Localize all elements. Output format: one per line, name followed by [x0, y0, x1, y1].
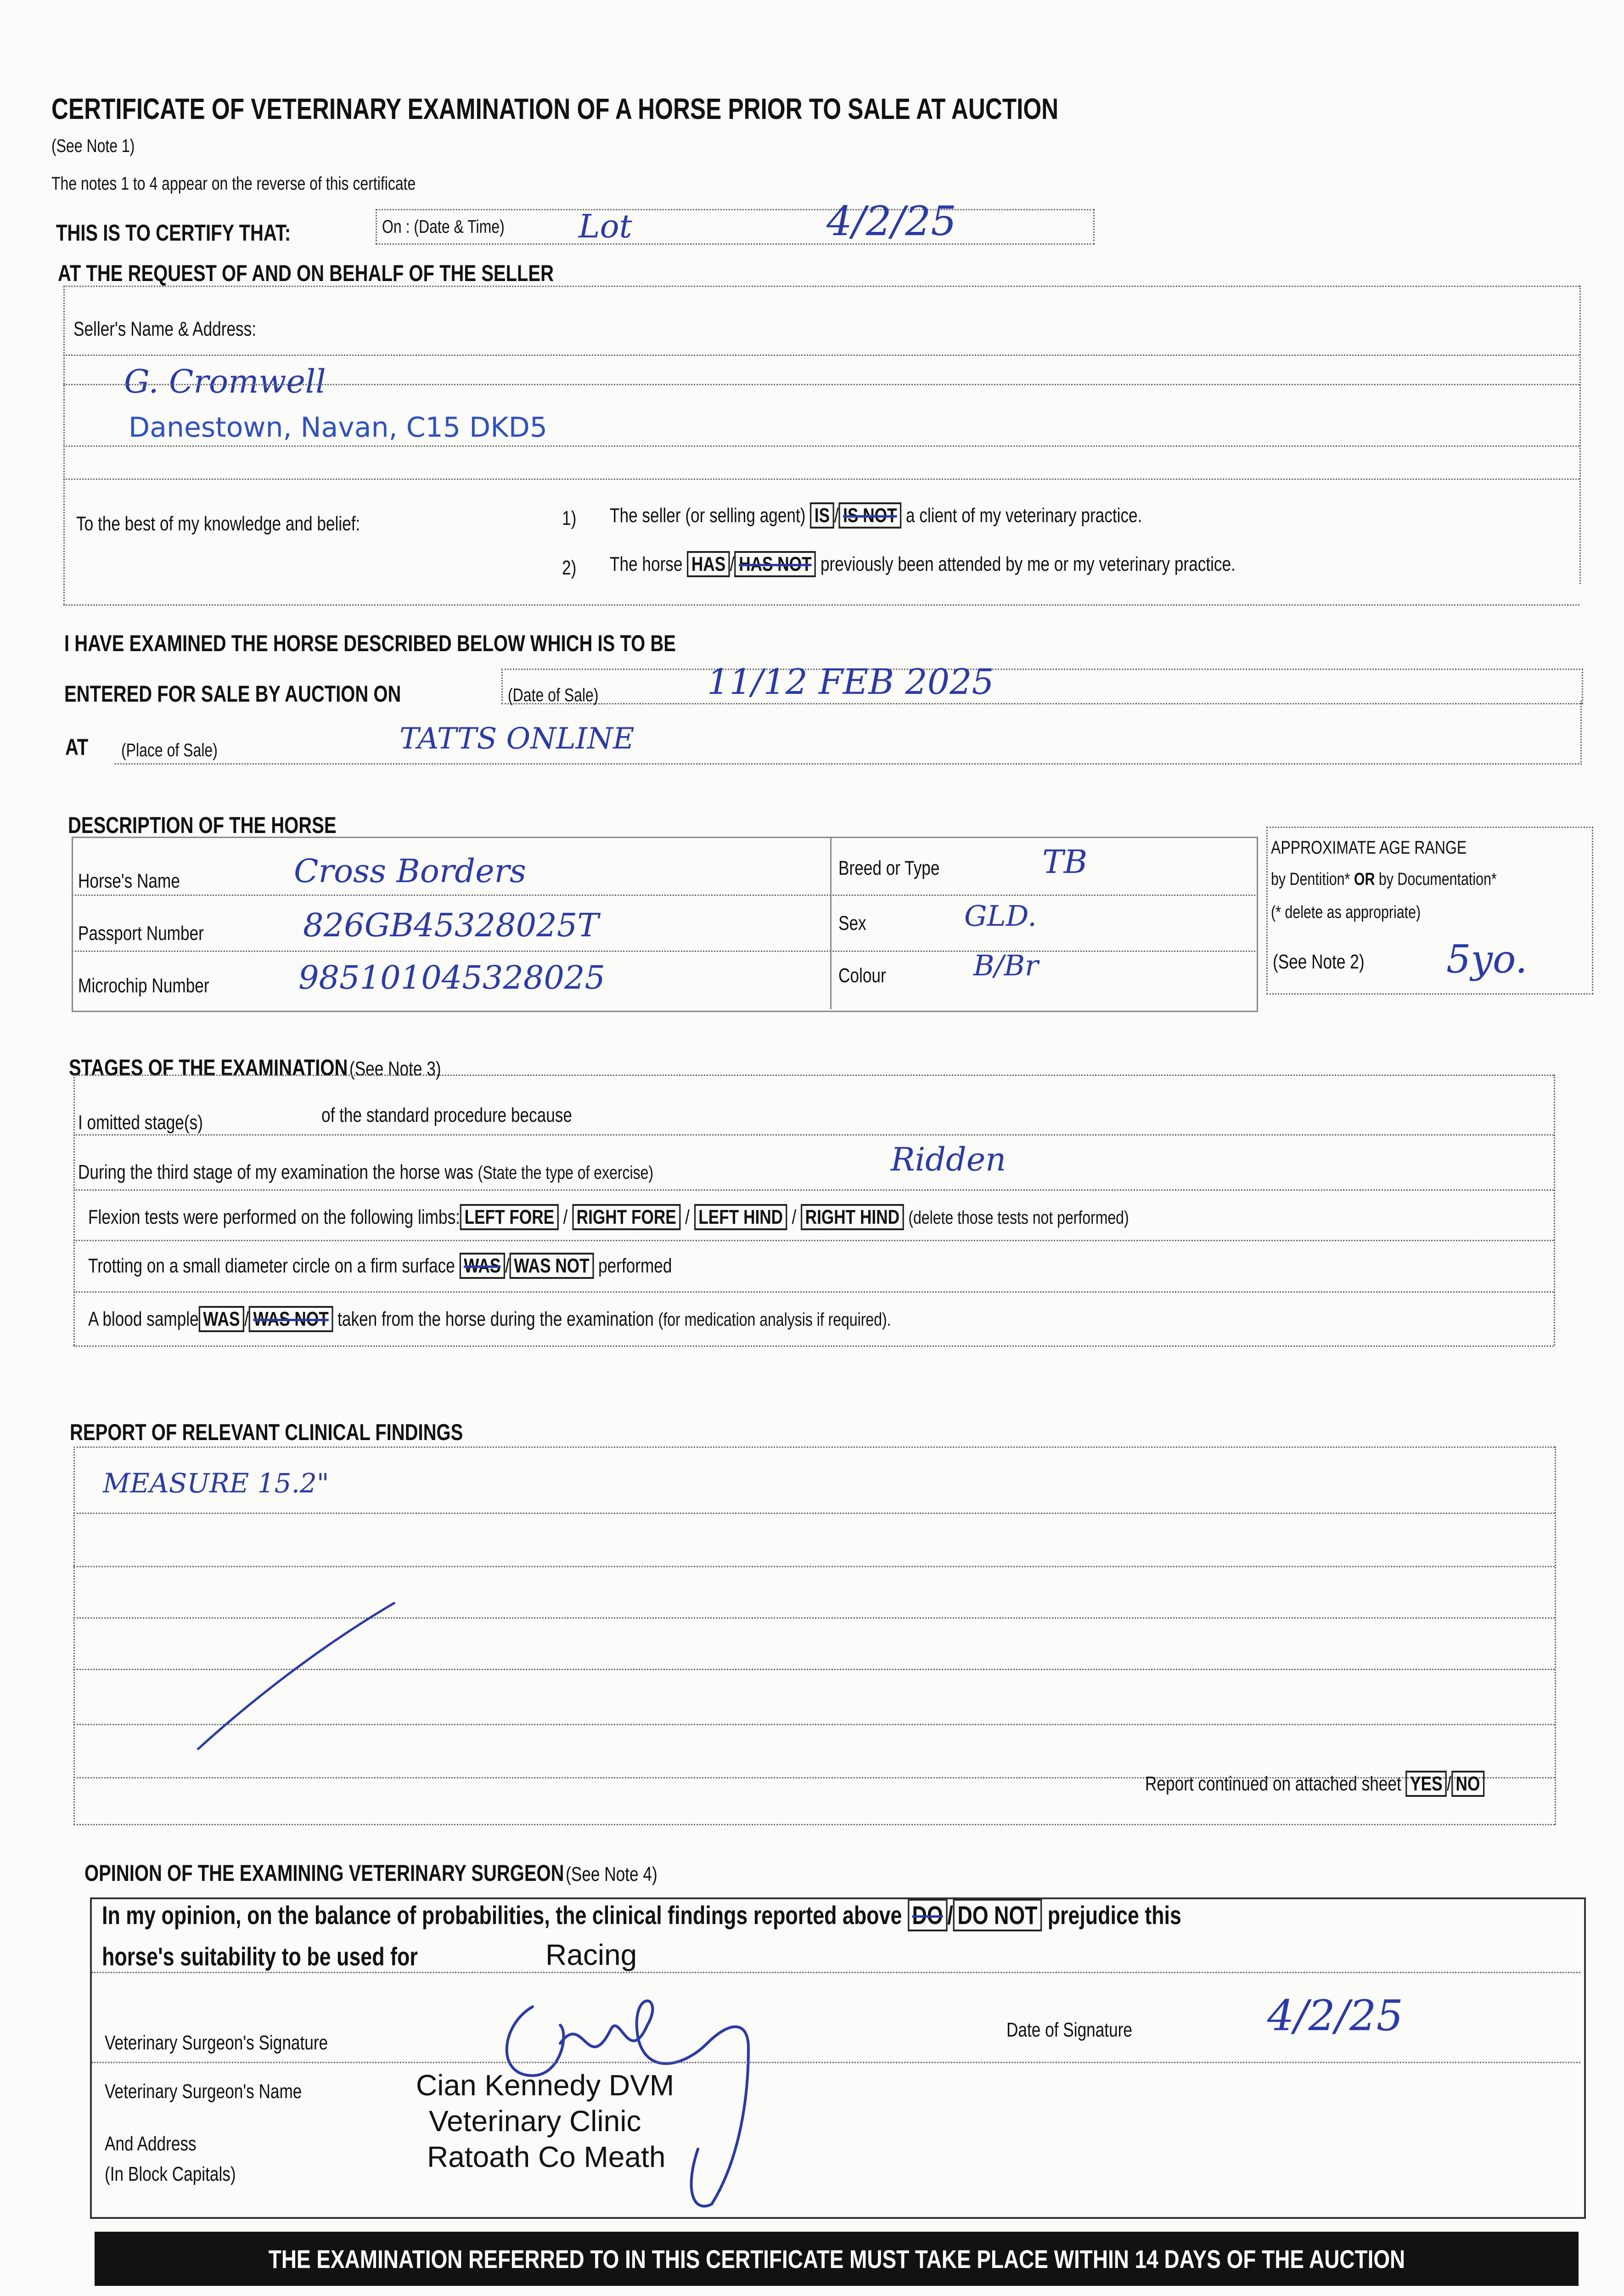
sex-label: Sex [838, 912, 866, 934]
see-note-4: (See Note 4) [566, 1863, 657, 1885]
opinion-do-not-option[interactable]: DO NOT [953, 1899, 1042, 1931]
blood-hint: (for medication analysis if required). [658, 1310, 891, 1330]
flexion-line [88, 1206, 1129, 1229]
passport-value[interactable]: 826GB45328025T [303, 906, 599, 944]
stages-section-title: STAGES OF THE EXAMINATION [69, 1055, 348, 1080]
opinion-do-option[interactable]: DO [908, 1899, 947, 1931]
item1-separator: / [834, 504, 839, 527]
seller-name-value[interactable]: G. Cromwell [124, 363, 326, 400]
seller-name-address-label: Seller's Name & Address: [73, 318, 256, 340]
item1-post: a client of my veterinary practice. [905, 504, 1142, 527]
colour-value[interactable]: B/Br [973, 949, 1039, 982]
certify-label: THIS IS TO CERTIFY THAT: [56, 220, 291, 246]
item2-num: 2) [562, 557, 577, 579]
omitted-label: I omitted stage(s) [78, 1111, 203, 1134]
findings-line-1[interactable]: MEASURE 15.2" [103, 1468, 329, 1499]
flexion-right-hind[interactable]: RIGHT HIND [801, 1204, 904, 1230]
item2-has-option[interactable]: HAS [687, 551, 730, 577]
continued-label: Report continued on attached sheet [1145, 1773, 1401, 1795]
block-capitals-label: (In Block Capitals) [105, 2163, 236, 2185]
age-delete-hint: (* delete as appropriate) [1271, 903, 1421, 922]
third-stage-value[interactable]: Ridden [891, 1141, 1006, 1178]
sale-line-2: ENTERED FOR SALE BY AUCTION ON [64, 681, 401, 707]
passport-label: Passport Number [78, 922, 204, 945]
vet-clinic-value[interactable]: Veterinary Clinic [429, 2105, 641, 2138]
third-stage-label: During the third stage of my examination the horse was [78, 1161, 473, 1183]
microchip-value[interactable]: 985101045328025 [298, 959, 606, 996]
place-of-sale-value: TATTS ONLINE [399, 722, 635, 756]
item1-is-option[interactable]: IS [810, 502, 834, 529]
on-date-value: 4/2/25 [826, 197, 957, 245]
horse-name-value[interactable]: Cross Borders [294, 852, 526, 890]
blood-post: taken from the horse during the examination [337, 1308, 654, 1330]
age-or: OR [1354, 870, 1375, 889]
flexion-sep-1: / [563, 1206, 568, 1228]
item1-line [610, 504, 1142, 527]
date-signature-value[interactable]: 4/2/25 [1267, 1991, 1404, 2040]
continued-line [1145, 1773, 1484, 1795]
blood-sep: / [244, 1308, 249, 1330]
item1-num: 1) [562, 507, 577, 529]
flexion-left-hind[interactable]: LEFT HIND [694, 1204, 787, 1230]
date-of-sale-label: (Date of Sale) [508, 685, 599, 705]
opinion-sep: / [947, 1901, 953, 1930]
footer-banner [95, 2232, 1579, 2286]
findings-strike-line [193, 1598, 404, 1754]
omitted-because: of the standard procedure because [321, 1104, 572, 1126]
item2-pre: The horse [610, 553, 683, 575]
see-note-3: (See Note 3) [349, 1058, 441, 1080]
age-title: APPROXIMATE AGE RANGE [1271, 838, 1467, 858]
place-of-sale-label: (Place of Sale) [121, 740, 218, 760]
flexion-sep-3: / [792, 1206, 797, 1228]
sex-value[interactable]: GLD. [964, 899, 1037, 933]
age-note-label: (See Note 2) [1273, 951, 1365, 973]
signature-label: Veterinary Surgeon's Signature [105, 2032, 328, 2054]
sale-line-1: I HAVE EXAMINED THE HORSE DESCRIBED BELOW WHICH IS TO BE [64, 630, 676, 656]
age-by-documentation[interactable]: by Documentation* [1378, 870, 1497, 889]
trot-was-option[interactable]: WAS [460, 1253, 505, 1279]
vet-name-value[interactable]: Cian Kennedy DVM [416, 2069, 674, 2102]
continued-no[interactable]: NO [1451, 1771, 1484, 1797]
trot-sep: / [505, 1255, 510, 1277]
blood-label: A blood sample [88, 1308, 199, 1330]
trot-line [88, 1255, 672, 1277]
date-of-sale-box[interactable] [501, 669, 1583, 704]
breed-label: Breed or Type [838, 857, 940, 879]
opinion-title-line [84, 1860, 657, 1886]
opinion-statement-pre: In my opinion, on the balance of probabilities, the clinical findings reported above [102, 1901, 902, 1930]
opinion-use-value[interactable]: Racing [545, 1938, 637, 1971]
flexion-label: Flexion tests were performed on the following limbs: [88, 1206, 460, 1228]
at-label: AT [65, 734, 89, 760]
trot-was-not-option[interactable]: WAS NOT [510, 1253, 594, 1279]
item1-is-not-option[interactable]: IS NOT [839, 502, 902, 529]
footer-text: THE EXAMINATION REFERRED TO IN THIS CERTIFICATE MUST TAKE PLACE WITHIN 14 DAYS OF THE AUCTION [268, 2244, 1405, 2273]
date-signature-label: Date of Signature [1006, 2019, 1132, 2041]
opinion-section-title: OPINION OF THE EXAMINING VETERINARY SURGEON [84, 1860, 564, 1886]
blood-was-option[interactable]: WAS [199, 1306, 244, 1332]
flexion-left-fore[interactable]: LEFT FORE [460, 1204, 559, 1230]
age-by-dentition[interactable]: by Dentition* [1271, 870, 1350, 889]
on-lot-value: Lot [579, 208, 632, 245]
horse-name-label: Horse's Name [78, 870, 180, 892]
age-value[interactable]: 5yo. [1446, 937, 1528, 982]
item2-separator: / [730, 553, 735, 575]
age-method-line [1271, 870, 1497, 889]
description-section-title: DESCRIPTION OF THE HORSE [68, 812, 337, 838]
item2-has-not-option[interactable]: HAS NOT [735, 551, 816, 577]
continued-yes[interactable]: YES [1406, 1771, 1447, 1797]
belief-label: To the best of my knowledge and belief: [76, 512, 360, 535]
breed-value[interactable]: TB [1042, 843, 1088, 881]
certificate-title: CERTIFICATE OF VETERINARY EXAMINATION OF A HORSE PRIOR TO SALE AT AUCTION [51, 92, 1059, 125]
flexion-hint: (delete those tests not performed) [908, 1208, 1129, 1228]
third-stage-line [78, 1161, 653, 1184]
seller-section-title: AT THE REQUEST OF AND ON BEHALF OF THE SELLER [58, 260, 554, 286]
flexion-right-fore[interactable]: RIGHT FORE [572, 1204, 680, 1230]
microchip-label: Microchip Number [78, 974, 209, 997]
seller-address-value[interactable]: Danestown, Navan, C15 DKD5 [129, 411, 547, 444]
flexion-sep-2: / [685, 1206, 690, 1228]
trot-post: performed [598, 1255, 672, 1277]
continued-sep: / [1447, 1773, 1451, 1795]
trot-label: Trotting on a small diameter circle on a firm surface [88, 1255, 455, 1277]
third-stage-hint: (State the type of exercise) [478, 1163, 654, 1183]
findings-section-title: REPORT OF RELEVANT CLINICAL FINDINGS [70, 1419, 463, 1445]
blood-was-not-option[interactable]: WAS NOT [249, 1306, 333, 1332]
stages-title-line [69, 1054, 441, 1081]
see-note-1: (See Note 1) [51, 136, 135, 156]
item2-post: previously been attended by me or my veterinary practice. [820, 553, 1236, 575]
colour-label: Colour [838, 964, 886, 987]
place-of-sale-box[interactable] [115, 701, 1582, 765]
opinion-line-2: horse's suitability to be used for [102, 1942, 418, 1971]
blood-line [88, 1308, 891, 1331]
vet-location-value[interactable]: Ratoath Co Meath [427, 2140, 666, 2173]
item1-pre: The seller (or selling agent) [610, 504, 806, 527]
notes-line: The notes 1 to 4 appear on the reverse of this certificate [51, 174, 416, 194]
on-date-label: On : (Date & Time) [382, 217, 505, 237]
date-of-sale-value: 11/12 FEB 2025 [707, 661, 994, 702]
opinion-statement-post: prejudice this [1047, 1901, 1181, 1930]
vet-address-label: And Address [105, 2133, 197, 2155]
opinion-statement-line [102, 1900, 1181, 1930]
item2-line [610, 553, 1236, 576]
vet-name-label: Veterinary Surgeon's Name [105, 2080, 302, 2103]
